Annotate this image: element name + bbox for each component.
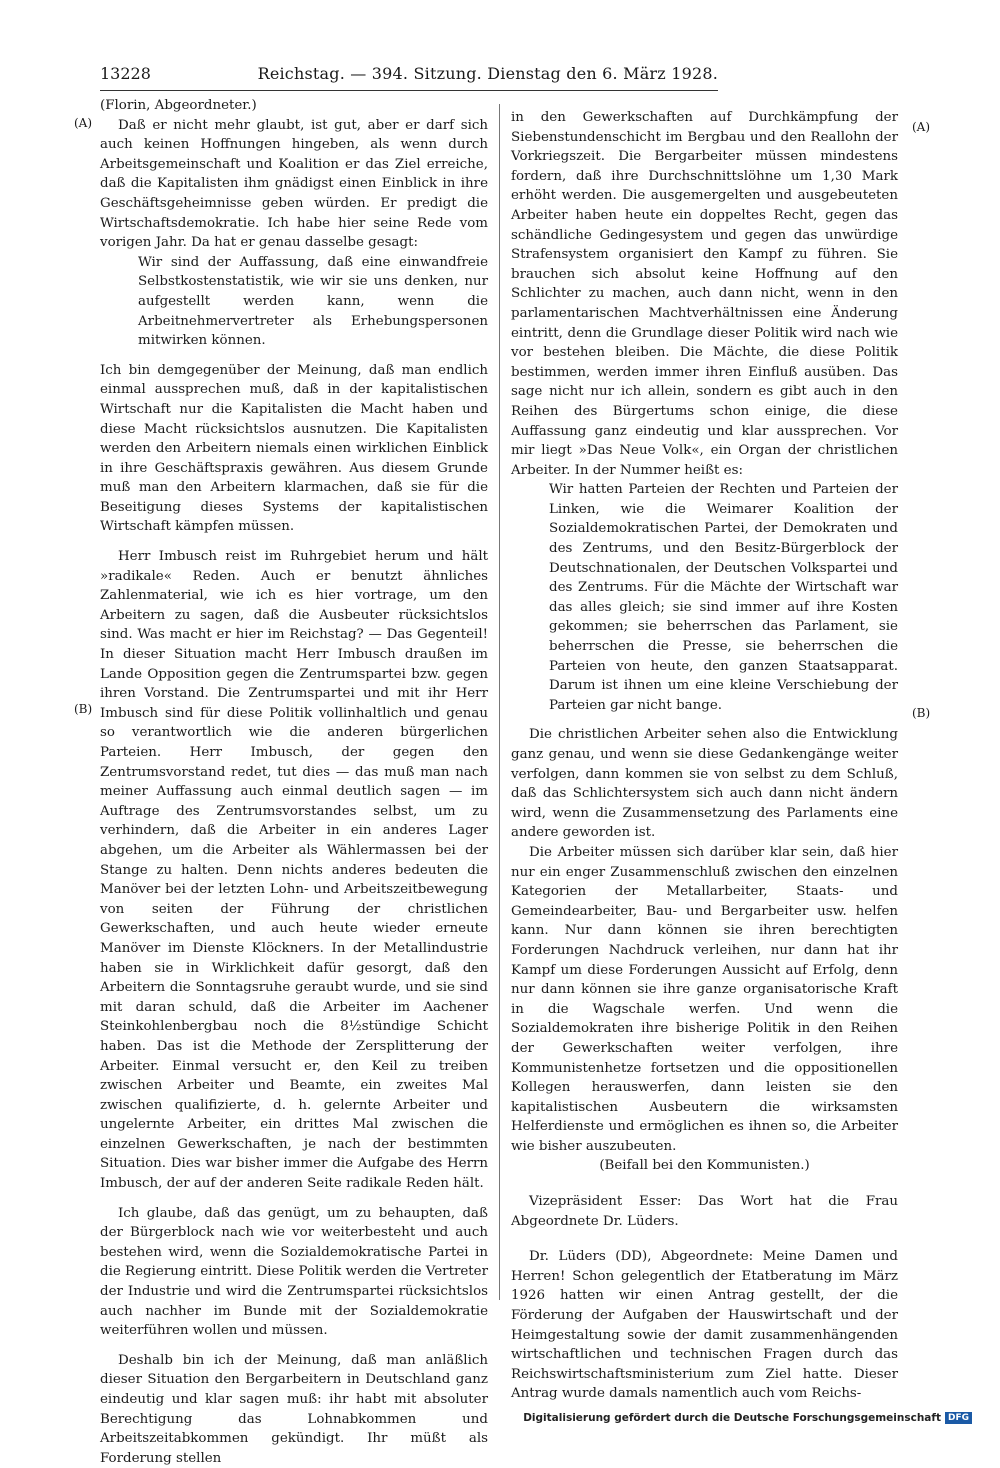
left-paragraph-5: Deshalb bin ich der Meinung, daß man anläßlich dieser Situation den Bergarbeitern in Deutschland ganz eindeutig und klar sagen muß: ihr habt mit absoluter Berechtigung das Lohnabkommen und Arbeitszeitabkommen gekündigt. Ihr müßt als Forderung stellen [100, 1352, 488, 1466]
vice-president-remark: Vizepräsident Esser: Das Wort hat die Frau Abgeordnete Dr. Lüders. [511, 1194, 898, 1229]
margin-mark-b-left: (B) [74, 702, 93, 716]
right-paragraph-1: in den Gewerkschaften auf Durchkämpfung der Siebenstundenschicht im Bergbau und den Reallohn der Vorkriegszeit. Die Bergarbeiter müssen mindestens fordern, daß ihre Durchschnittslöhne um 1,30 Mark erhöht werden. Die ausgemergelten und ausgebeuteten Arbeiter haben heute ein doppeltes Recht, gegen das schändliche Gedingesystem und gegen das unwürdige Strafensystem organisiert den Kampf zu führen. Sie brauchen sich absolut keine Hoffnung auf den Schlichter zu machen, auch dann nicht, wenn in den parlamentarischen Machtverhältnissen eine Änderung eintritt, denn die Grundlage dieser Politik wird nach wie vor bestehen bleiben. Die Mächte, die diese Politik bestimmen, werden immer ihren Einfluß ausüben. Das sage nicht nur ich allein, sondern es gibt auch in den Reihen des Bürgertums schon einige, die diese Auffassung ganz eindeutig und klar aussprechen. Vor mir liegt »Das Neue Volk«, ein Organ der christlichen Arbeiter. In der Nummer heißt es: [511, 110, 898, 478]
page-header [100, 64, 718, 91]
margin-mark-a-left: (A) [74, 116, 93, 130]
left-paragraph-4: Ich glaube, daß das genügt, um zu behaupten, daß der Bürgerblock nach wie vor weiterbesteht und auch bestehen wird, wenn die Sozialdemokratische Partei in die Regierung eintritt. Diese Politik werden die Vertreter der Industrie und wird die Zentrumspartei rücksichtslos auch nachher im Bunde mit der Sozialdemokratie weiterführen wollen und müssen. [100, 1205, 488, 1339]
column-divider [499, 104, 500, 1300]
footer-credit [523, 1412, 972, 1424]
left-quote: Wir sind der Auffassung, daß eine einwandfreie Selbstkostenstatistik, wie wir sie uns denken, nur aufgestellt werden kann, wenn die Arbeitnehmervertreter als Erhebungspersonen mitwirken können. [138, 254, 488, 349]
right-paragraph-3: Die Arbeiter müssen sich darüber klar sein, daß hier nur ein enger Zusammenschluß zwischen den einzelnen Kategorien der Metallarbeiter, Staats- und Gemeindearbeiter, Bau- und Bergarbeiter usw. helfen kann. Nur dann können sie ihren berechtigten Forderungen Nachdruck verleihen, nur dann hat ihr Kampf um diese Forderungen Aussicht auf Erfolg, denn nur dann können sie ihre ganze organisatorische Kraft in die Wagschale werfen. Und wenn die Sozialdemokraten ihre bisherige Politik in den Reihen der Gewerkschaften weiter verfolgen, ihre Kommunistenhetze fortsetzen und die oppositionellen Kollegen herauswerfen, dann leisten sie den kapitalistischen Ausbeutern die wirksamsten Helferdienste und ermöglichen es ihnen so, die Arbeiter wie bisher auszubeuten. [511, 844, 898, 1154]
left-paragraph-1: Daß er nicht mehr glaubt, ist gut, aber er darf sich auch keinen Hoffnungen hingeben, als wenn durch Arbeitsgemeinschaft und Koalition er das Ziel erreiche, daß die Kapitalisten ihm gnädigst einen Einblick in ihre Geschäftsgeheimnisse geben würden. Er predigt die Wirtschaftsdemokratie. Ich habe hier seine Rede vom vorigen Jahr. Da hat er genau dasselbe gesagt: [100, 117, 488, 251]
right-paragraph-2: Die christlichen Arbeiter sehen also die Entwicklung ganz genau, und wenn sie diese Gedankengänge weiter verfolgen, dann kommen sie von selbst zu dem Schluß, daß das Schlichtersystem sich auch dann nicht ändern wird, wenn die Zusammensetzung des Parlaments eine andere geworden ist. [511, 727, 898, 841]
left-column [100, 96, 488, 1468]
speaker-label: (Florin, Abgeordneter.) [100, 98, 257, 113]
applause-note: (Beifall bei den Kommunisten.) [599, 1158, 810, 1174]
page-number: 13228 [100, 64, 151, 83]
footer-text: Digitalisierung gefördert durch die Deutsche Forschungsgemeinschaft [523, 1412, 941, 1424]
page-title: Reichstag. — 394. Sitzung. Dienstag den 6. März 1928. [257, 64, 718, 83]
margin-mark-a-right: (A) [912, 120, 931, 134]
right-paragraph-4: Dr. Lüders (DD), Abgeordnete: Meine Damen und Herren! Schon gelegentlich der Etatberatung im März 1926 hatten wir einen Antrag gestellt, der die Förderung der Aufgaben der Hauswirtschaft und der Heimgestaltung sowie der damit zusammenhängenden wirtschaftlichen und technischen Fragen durch das Reichswirtschaftsministerium zum Ziel hatte. Dieser Antrag wurde damals namentlich auch vom Reichs- [511, 1249, 898, 1402]
right-column [511, 108, 898, 1404]
left-paragraph-2: Ich bin demgegenüber der Meinung, daß man endlich einmal aussprechen muß, daß in der kapitalistischen Wirtschaft nur die Kapitalisten die Macht haben und diese Macht rücksichtslos ausnutzen. Die Kapitalisten werden den Arbeitern niemals einen wirklichen Einblick in ihre Geschäftspraxis gewähren. Aus diesem Grunde muß man den Arbeitern klarmachen, daß sie für die Beseitigung dieses Systems der kapitalistischen Wirtschaft kämpfen müssen. [100, 362, 488, 535]
right-quote: Wir hatten Parteien der Rechten und Parteien der Linken, wie die Weimarer Koalition der Sozialdemokratischen Partei, der Demokraten und des Zentrums, und den Besitz-Bürgerblock der Deutschnationalen, der Deutschen Volkspartei und des Zentrums. Für die Mächte der Wirtschaft war das alles gleich; sie sind immer auf ihre Kosten gekommen; sie beherrschen das Parlament, sie beherrschen die Presse, sie beherrschen die Parteien von heute, den ganzen Staatsapparat. Darum ist ihnen um eine kleine Verschiebung der Parteien gar nicht bange. [549, 482, 898, 713]
dfg-logo: DFG [945, 1412, 972, 1424]
margin-mark-b-right: (B) [912, 706, 931, 720]
left-paragraph-3: Herr Imbusch reist im Ruhrgebiet herum und hält »radikale« Reden. Auch er benutzt ähnliches Zahlenmaterial, wie ich es hier vortrage, um den Arbeitern zu sagen, daß die Ausbeuter rücksichtslos sind. Was macht er hier im Reichstag? — Das Gegenteil! In dieser Situation macht Herr Imbusch draußen im Lande Opposition gegen die Zentrumspartei bzw. gegen ihren Vorstand. Die Zentrumspartei und mit ihr Herr Imbusch sind für diese Politik vollinhaltlich und genau so verantwortlich wie die anderen bürgerlichen Parteien. Herr Imbusch, der gegen den Zentrumsvorstand redet, tut dies — das muß man nach meiner Auffassung auch einmal deutlich sagen — im Auftrage des Zentrumsvorstandes selbst, um zu verhindern, daß die Arbeiter in ein anderes Lager abgehen, um die Arbeiter als Wählermassen bei der Stange zu halten. Denn nichts anderes bedeuten die Manöver bei der letzten Lohn- und Arbeitszeitbewegung von seiten der Führung der christlichen Gewerkschaften, und auch heute wieder erneute Manöver im Dienste Klöckners. In der Metallindustrie haben sie in Wirklichkeit dafür gesorgt, daß den Arbeitern die Sonntagsruhe geraubt wurde, und sie sind mit daran schuld, daß die Arbeiter im Aachener Steinkohlenbergbau noch die 8½stündige Schicht haben. Das ist die Methode der Zersplitterung der Arbeiter. Einmal versucht er, den Keil zu treiben zwischen Arbeiter und Beamte, ein zweites Mal zwischen qualifizierte, d. h. gelernte Arbeiter und ungelernte Arbeiter, ein drittes Mal zwischen die einzelnen Gewerkschaften, je nach der bestimmten Situation. Dies war bisher immer die Aufgabe des Herrn Imbusch, der auf der anderen Seite radikale Reden hält. [100, 549, 488, 1192]
